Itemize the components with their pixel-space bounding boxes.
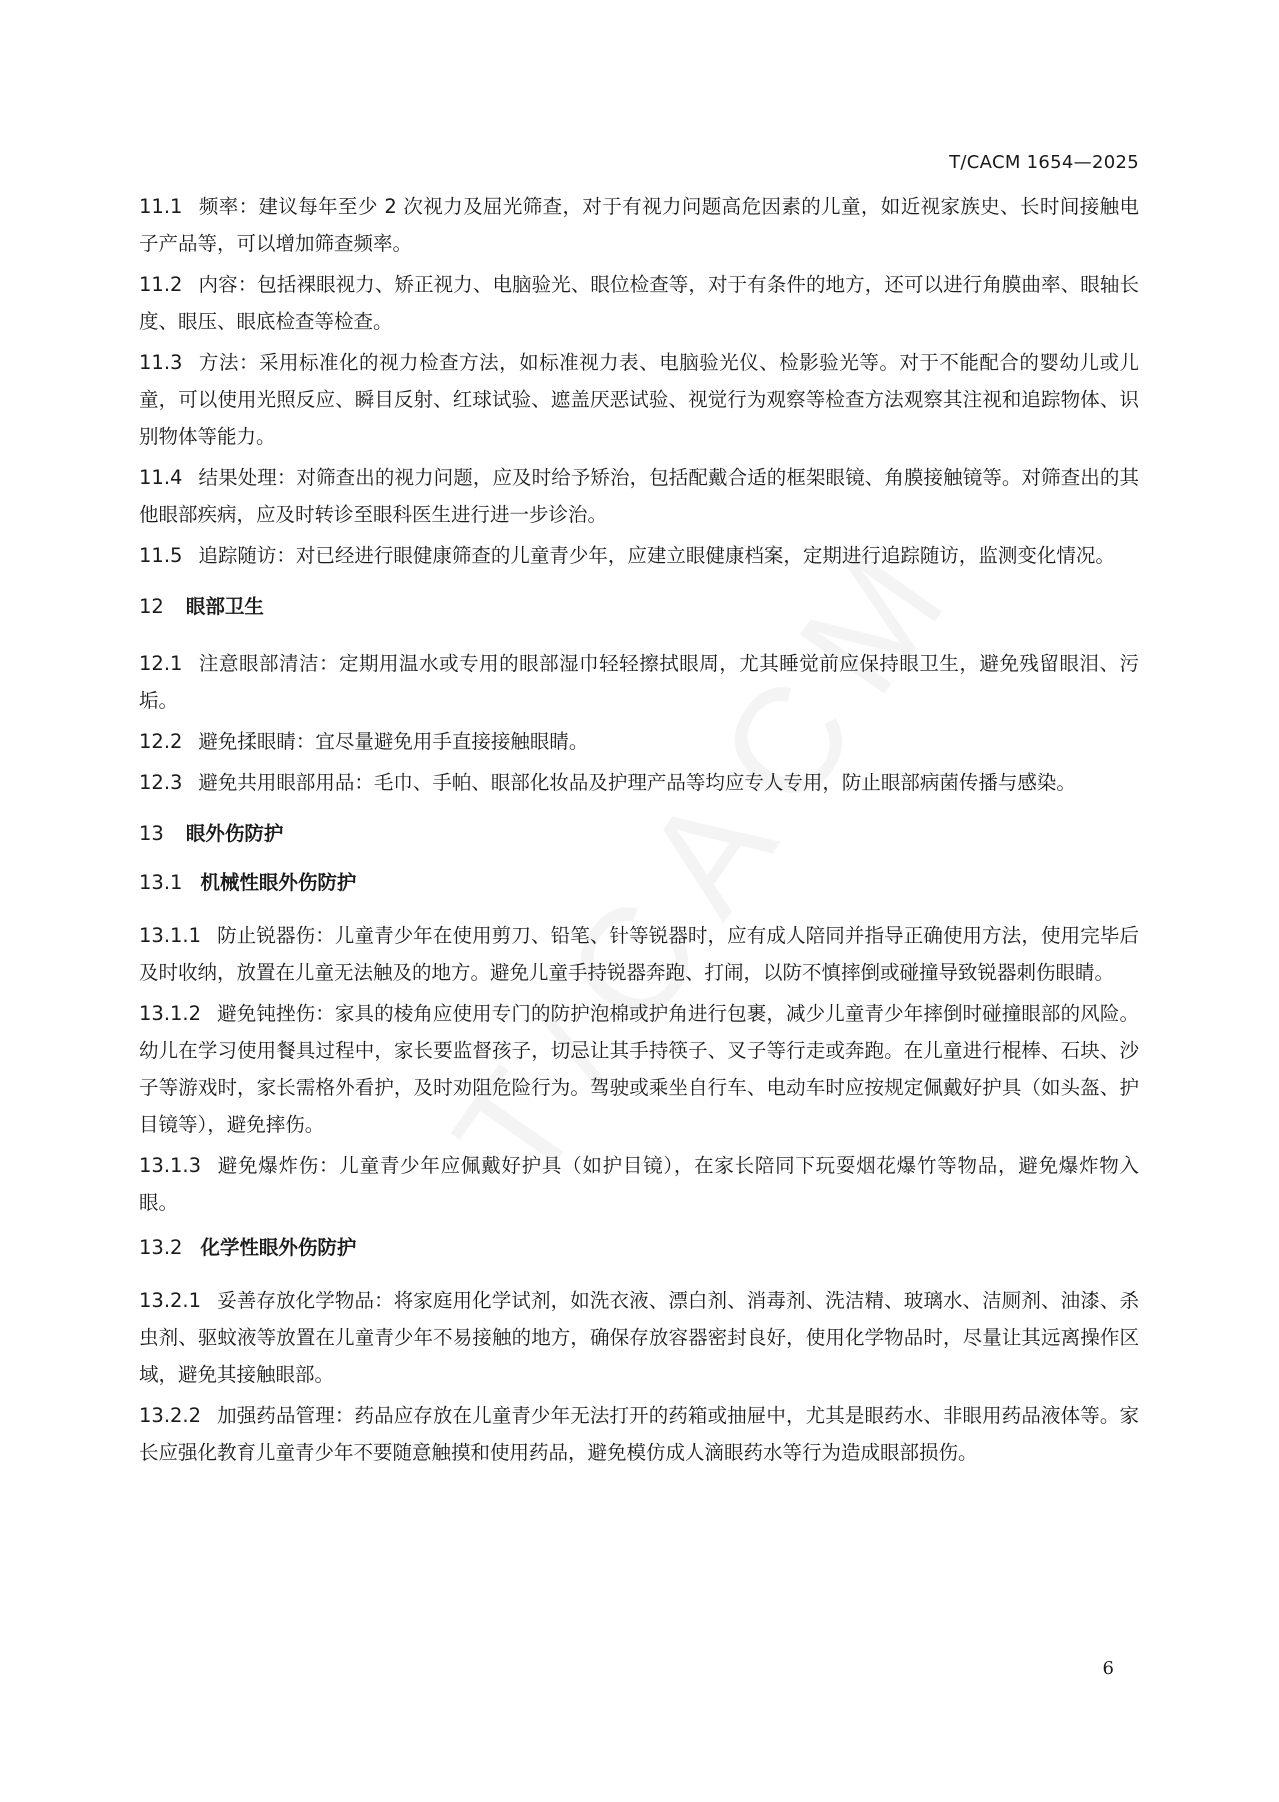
document-code: T/CACM 1654—2025 <box>949 152 1139 173</box>
section-heading-12: 12 眼部卫生 <box>139 595 264 618</box>
section-heading-13: 13 眼外伤防护 <box>139 822 284 845</box>
clause-11-4: 11.4 结果处理：对筛查出的视力问题，应及时给予矫治，包括配戴合适的框架眼镜、角膜接触镜等。对筛查出的其他眼部疾病，应及时转诊至眼科医生进行进一步诊治。 <box>139 466 1139 526</box>
clause-13-2-2: 13.2.2 加强药品管理：药品应存放在儿童青少年无法打开的药箱或抽屉中，尤其是眼药水、非眼用药品液体等。家长应强化教育儿童青少年不要随意触摸和使用药品，避免模仿成人滴眼药水等行为造成眼部损伤。 <box>139 1404 1139 1464</box>
clause-12-2: 12.2 避免揉眼睛：宜尽量避免用手直接接触眼睛。 <box>139 730 589 753</box>
clause-13-1-2: 13.1.2 避免钝挫伤：家具的棱角应使用专门的防护泡棉或护角进行包裹，减少儿童青少年摔倒时碰撞眼部的风险。幼儿在学习使用餐具过程中，家长要监督孩子，切忌让其手持筷子、叉子等行走或奔跑。在儿童进行棍棒、石块、沙子等游戏时，家长需格外看护，及时劝阻危险行为。驾驶或乘坐自行车、电动车时应按规定佩戴好护具（如头盔、护目镜等），避免摔伤。 <box>139 1002 1139 1136</box>
clause-11-3: 11.3 方法：采用标准化的视力检查方法，如标准视力表、电脑验光仪、检影验光等。对于不能配合的婴幼儿或儿童，可以使用光照反应、瞬目反射、红球试验、遮盖厌恶试验、视觉行为观察等检查方法观察其注视和追踪物体、识别物体等能力。 <box>139 351 1139 448</box>
clause-12-3: 12.3 避免共用眼部用品：毛巾、手帕、眼部化妆品及护理产品等均应专人专用，防止眼部病菌传播与感染。 <box>139 771 1076 794</box>
page-number: 6 <box>1102 1658 1114 1679</box>
clause-13-2-1: 13.2.1 妥善存放化学物品：将家庭用化学试剂，如洗衣液、漂白剂、消毒剂、洗洁精、玻璃水、洁厕剂、油漆、杀虫剂、驱蚊液等放置在儿童青少年不易接触的地方，确保存放容器密封良好，使用化学物品时，尽量让其远离操作区域，避免其接触眼部。 <box>139 1289 1139 1386</box>
document-body <box>139 188 1139 1475</box>
clause-12-1: 12.1 注意眼部清洁：定期用温水或专用的眼部湿巾轻轻擦拭眼周，尤其睡觉前应保持眼卫生，避免残留眼泪、污垢。 <box>139 652 1139 712</box>
clause-11-1: 11.1 频率：建议每年至少 2 次视力及屈光筛查，对于有视力问题高危因素的儿童，如近视家族史、长时间接触电子产品等，可以增加筛查频率。 <box>139 195 1139 255</box>
clause-13-1-1: 13.1.1 防止锐器伤：儿童青少年在使用剪刀、铅笔、针等锐器时，应有成人陪同并指导正确使用方法，使用完毕后及时收纳，放置在儿童无法触及的地方。避免儿童手持锐器奔跑、打闹，以防不慎摔倒或碰撞导致锐器刺伤眼睛。 <box>139 924 1139 984</box>
clause-13-1-3: 13.1.3 避免爆炸伤：儿童青少年应佩戴好护具（如护目镜），在家长陪同下玩耍烟花爆竹等物品，避免爆炸物入眼。 <box>139 1154 1139 1214</box>
clause-11-2: 11.2 内容：包括裸眼视力、矫正视力、电脑验光、眼位检查等，对于有条件的地方，还可以进行角膜曲率、眼轴长度、眼压、眼底检查等检查。 <box>139 273 1139 333</box>
subsection-heading-13-1: 13.1 机械性眼外伤防护 <box>139 871 357 894</box>
clause-11-5: 11.5 追踪随访：对已经进行眼健康筛查的儿童青少年，应建立眼健康档案，定期进行追踪随访，监测变化情况。 <box>139 544 1115 567</box>
subsection-heading-13-2: 13.2 化学性眼外伤防护 <box>139 1236 357 1259</box>
